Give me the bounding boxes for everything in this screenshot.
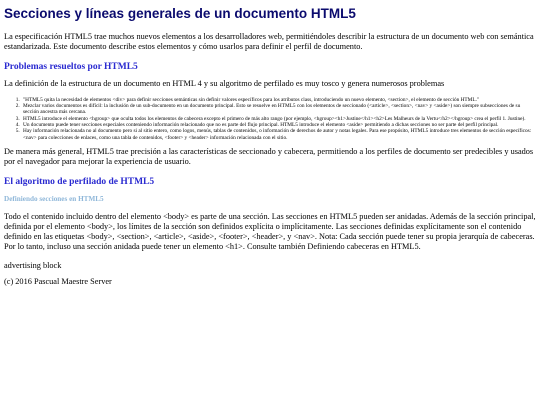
subsection-heading-defining-sections: Definiendo secciones en HTML5 [4,194,104,203]
problems-lead-paragraph: La definición de la estructura de un documento en HTML 4 y su algoritmo de perfilado es muy tosco y genera numerosos problemas [4,78,445,88]
advertising-block: advertising block [4,260,62,270]
list-item: 2. Mezclar varios documentos es difícil: la inclusión de un sub-documento en un documento principal. Esto se resuelve en HTML5 con los elementos de seccionado (<article>, <section>, <nav> y <aside>) son siempre subsecciones de su sección ancestra más cercana. [21,103,536,116]
problems-list [4,97,536,141]
page-title: Secciones y líneas generales de un documento HTML5 [4,6,356,21]
page-footer: (c) 2016 Pascual Maestre Server [4,276,112,286]
section-heading-algorithm: El algoritmo de perfilado de HTML5 [4,176,155,187]
problems-closing-paragraph: De manera más general, HTML5 trae precisión a las características de seccionado y cabecera, permitiendo a los perfiles de documento ser predecibles y usados por el navegador para mejorar la experiencia de usuario. [4,146,534,167]
list-item: 1. "HTML5 quita la necesidad de elementos <div> para definir secciones semánticas sin definir valores específicos para los atributos class, introduciendo un nuevo elemento, <section>, el elemento de sección HTML." [21,97,536,103]
list-item: 4. Un documento puede tener secciones especiales conteniendo información relacionado que no es parte del flujo principal. HTML5 introduce el elemento <aside> permitiendo a dichas secciones no ser parte del perfil principal. [21,122,536,128]
intro-paragraph: La especificación HTML5 trae muchos nuevos elementos a los desarrolladores web, permitiéndoles describir la estructura de un documento web con semántica estandarizada. Este documento describe estos elementos y cómo usarlos para definir el perfil de documento. [4,32,534,52]
list-item: 3. HTML5 introduce el elemento <hgroup> que oculta todos los elementos de cabecera excepto el primero de más alto rango (por ejemplo, <hgroup><h1>Justine</h1><h2>Les Malheurs de la Vertu</h2></hgroup> crea el perfil 1. Justine). [21,116,536,122]
list-item: 5. Hay información relacionada no al documento pero si al sitio entero, como logos, menús, tablas de contenidos, o información de derechos de autor y notas legales. Para ese propósito, HTML5 introduce tres elementos de sección específicos: <nav> para colecciones de enlaces, como una tabla de contenidos, <footer> y <header> información relacionada con el sitio. [21,128,536,141]
algorithm-body-paragraph: Todo el contenido incluido dentro del elemento <body> es parte de una sección. Las secciones en HTML5 pueden ser anidadas. Además de la sección principal, definida por el elemento <body>, los límites de la sección son definidos explícita o implícitamente. Las secciones definidas explícitamente son el contenido definido en las etiquetas <body>, <section>, <article>, <aside>, <footer>, <header>, y <nav>. Nota: Cada sección puede tener su propia jerarquía de cabeceras. Por lo tanto, incluso una sección anidada puede tener un elemento <h1>. Consulte también Definiendo cabeceras en HTML5. [4,211,536,252]
section-heading-problems: Problemas resueltos por HTML5 [4,61,138,72]
